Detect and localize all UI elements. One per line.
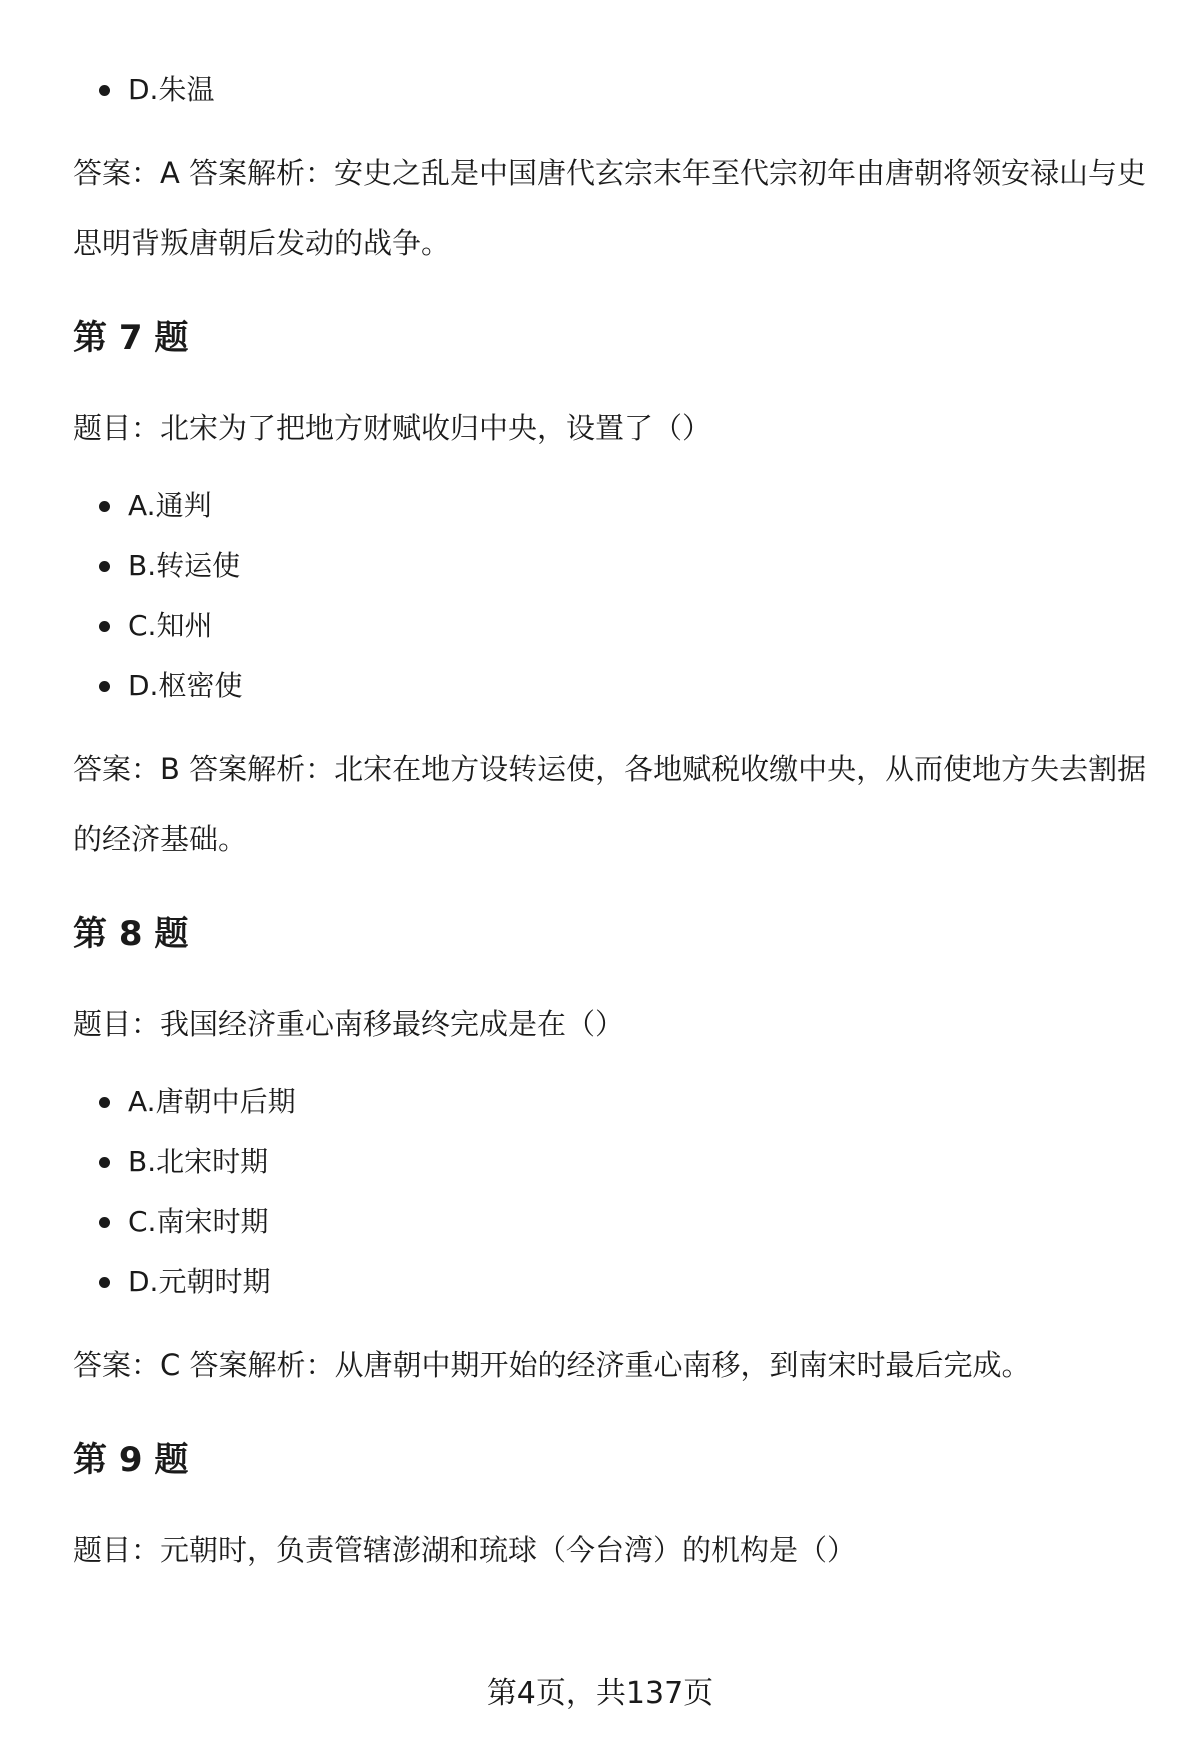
answer-text: 答案：C 答案解析：从唐朝中期开始的经济重心南移，到南宋时最后完成。 <box>73 1348 1031 1382</box>
option-label: A.通判 <box>128 489 212 522</box>
option-item <box>73 60 1153 120</box>
option-item <box>73 476 1153 536</box>
bullet-icon <box>99 1217 110 1228</box>
option-item <box>73 1072 1153 1132</box>
option-label: C.知州 <box>128 609 213 642</box>
option-label: A.唐朝中后期 <box>128 1085 296 1118</box>
bullet-icon <box>99 85 110 96</box>
bullet-icon <box>99 1277 110 1288</box>
bullet-icon <box>99 561 110 572</box>
option-label: D.枢密使 <box>128 669 243 702</box>
option-label: D.元朝时期 <box>128 1265 271 1298</box>
bullet-icon <box>99 681 110 692</box>
option-label: B.北宋时期 <box>128 1145 269 1178</box>
option-item <box>73 656 1153 716</box>
option-item <box>73 1132 1153 1192</box>
question-text: 题目：北宋为了把地方财赋收归中央，设置了（） <box>73 411 712 445</box>
question-heading: 第 7 题 <box>73 318 189 358</box>
question-heading: 第 8 题 <box>73 914 189 954</box>
prev-question-options <box>73 60 1153 120</box>
question-heading: 第 9 题 <box>73 1440 189 1480</box>
question-options <box>73 476 1153 716</box>
option-item <box>73 536 1153 596</box>
question-text: 题目：我国经济重心南移最终完成是在（） <box>73 1007 625 1041</box>
answer-text: 答案：B 答案解析：北宋在地方设转运使，各地赋税收缴中央，从而使地方失去割据的经济基础。 <box>73 752 1147 856</box>
option-item <box>73 596 1153 656</box>
bullet-icon <box>99 621 110 632</box>
page-number: 第4页，共137页 <box>486 1676 714 1711</box>
option-item <box>73 1192 1153 1252</box>
option-label: D.朱温 <box>128 73 215 106</box>
bullet-icon <box>99 501 110 512</box>
question-text: 题目：元朝时，负责管辖澎湖和琉球（今台湾）的机构是（） <box>73 1533 857 1567</box>
bullet-icon <box>99 1157 110 1168</box>
document-content <box>73 60 1153 1580</box>
answer-text: 答案：A 答案解析：安史之乱是中国唐代玄宗末年至代宗初年由唐朝将领安禄山与史思明背叛唐朝后发动的战争。 <box>73 156 1147 260</box>
option-label: B.转运使 <box>128 549 241 582</box>
option-label: C.南宋时期 <box>128 1205 269 1238</box>
question-options <box>73 1072 1153 1312</box>
option-item <box>73 1252 1153 1312</box>
bullet-icon <box>99 1097 110 1108</box>
